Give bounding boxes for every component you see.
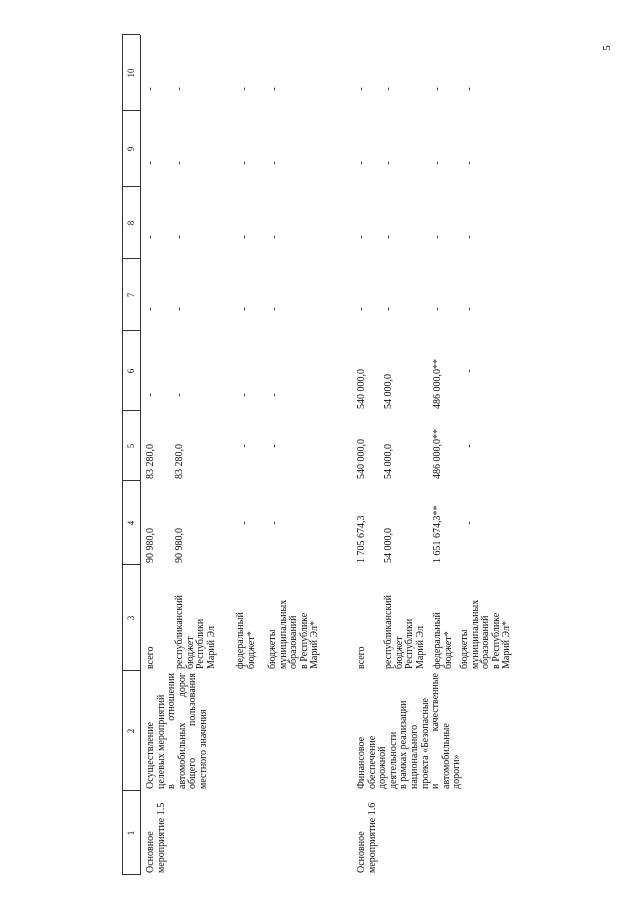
table-top-border	[122, 35, 123, 875]
header-col-3: 3	[126, 615, 136, 621]
row-1-5-total-col4: 90 980,0	[145, 528, 156, 563]
row-1-6-federal-col6: 486 000,0**	[432, 359, 443, 409]
row-1-5-republican-col5: 83 280,0	[174, 444, 185, 479]
row-1-6-source-total: всего	[356, 646, 367, 669]
row-1-5-description: Осуществление целевых мероприятий в отношении автомобильных дорог общего пользования местного значения	[145, 673, 209, 789]
row-1-6-activity-id: Основное мероприятие 1.6	[356, 802, 378, 873]
header-col-5: 5	[126, 443, 136, 449]
header-col-9: 9	[126, 146, 136, 152]
header-col-2: 2	[126, 728, 136, 734]
row-1-6-description: Финансовое обеспечение дорожной деятельности в рамках реализации национального проекта «Безопасные и качественные автомобильные дороги»	[356, 673, 463, 789]
row-1-6-total-col5: 540 000,0	[356, 439, 367, 479]
row-1-5-source-municipal: бюджеты муниципальных образований в Республике Марий Эл*	[267, 599, 321, 669]
row-1-5-total-col5: 83 280,0	[145, 444, 156, 479]
header-col-7: 7	[126, 292, 136, 298]
row-1-5-source-federal: федеральный бюджет*	[235, 612, 257, 669]
row-1-6-republican-col4: 54 000,0	[383, 528, 394, 563]
row-1-6-federal-col5: 486 000,0**	[432, 429, 443, 479]
page-number: 5	[600, 45, 613, 51]
row-1-5-source-total: всего	[145, 646, 156, 669]
header-col-1: 1	[126, 830, 136, 836]
row-1-6-federal-col4: 1 651 674,3**	[432, 505, 443, 563]
header-col-6: 6	[126, 368, 136, 374]
budget-table: 1 2 3 4 5 6 7 8 9 10 Основное мероприятие 1.5 Осуществление целевых мероприятий в отношении автомобильных дорог общего пользования местного значения всего 90 980,0 83 280,0 - - - - - республиканский бюджет Республики Марий Эл 90 980,0 83 280,0 - - - - - федеральный бюджет* - - - - - - - бюджеты муниципальных образований в Республике Марий Эл* - - - - - - - Основное мероприятие 1.6 Финансовое обеспечение дорожной деятельности в рамках реализации национального проекта «Безопасные и качественные автомобильные дороги» всего 1 705 674,3 540 000,0 540 000,0 - - - - республиканский бюджет Республики Марий Эл 54 000,0 54 000,0 54 000,0 - - - - федеральный бюджет* 1 651 674,3** 486 000,0** 486 000,0** - - - - бюджеты муниципальных образований в Республике Марий Эл* - - - - - - -	[122, 35, 522, 875]
row-1-6-source-federal: федеральный бюджет*	[432, 612, 454, 669]
row-1-6-republican-col5: 54 000,0	[383, 444, 394, 479]
header-col-4: 4	[126, 520, 136, 526]
row-1-6-source-republican: республиканский бюджет Республики Марий Эл	[383, 594, 426, 669]
header-col-10: 10	[126, 68, 136, 78]
row-1-5-activity-id: Основное мероприятие 1.5	[145, 802, 167, 873]
row-1-6-total-col6: 540 000,0	[356, 369, 367, 409]
header-bottom-border	[140, 35, 141, 875]
row-1-6-source-municipal: бюджеты муниципальных образований в Республике Марий Эл*	[459, 599, 513, 669]
row-1-6-republican-col6: 54 000,0	[383, 374, 394, 409]
row-1-5-source-republican: республиканский бюджет Республики Марий Эл	[174, 594, 217, 669]
row-1-6-total-col4: 1 705 674,3	[356, 515, 367, 563]
row-1-5-republican-col4: 90 980,0	[174, 528, 185, 563]
header-col-8: 8	[126, 220, 136, 226]
